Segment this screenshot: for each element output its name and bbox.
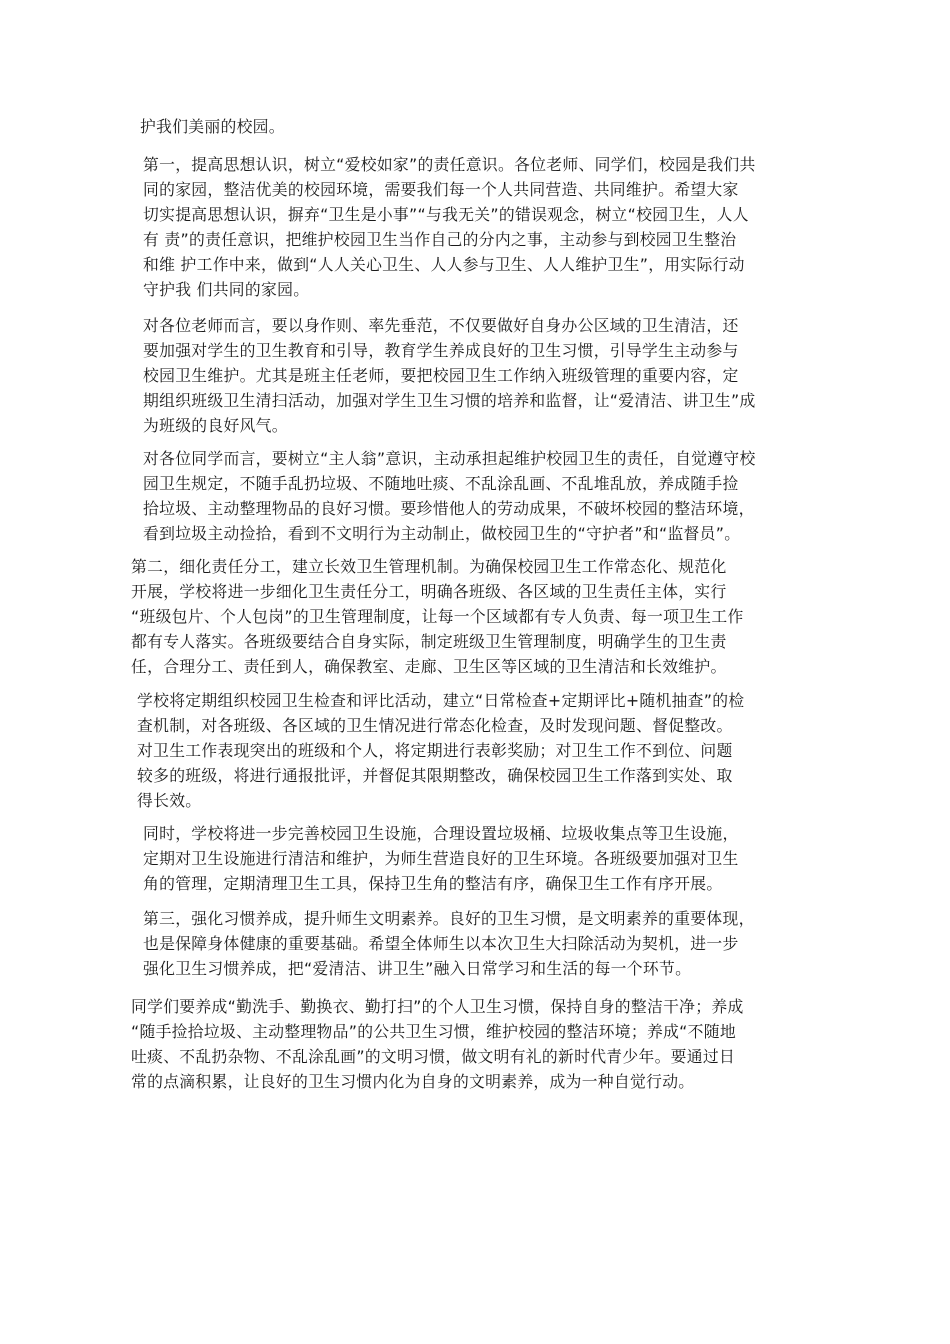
text-line: 第三，强化习惯养成，提升师生文明素养。良好的卫生习惯，是文明素养的重要体现，: [143, 909, 755, 928]
text-line: 同的家园，整洁优美的校园环境，需要我们每一个人共同营造、共同维护。希望大家: [143, 180, 739, 199]
text-line: 开展，学校将进一步细化卫生责任分工，明确各班级、各区域的卫生责任主体，实行: [131, 582, 727, 601]
text-line: 为班级的良好风气。: [143, 416, 288, 435]
text-line: 都有专人落实。各班级要结合自身实际，制定班级卫生管理制度，明确学生的卫生责: [131, 632, 727, 651]
paragraph: [143, 906, 755, 981]
paragraph: [143, 821, 739, 896]
paragraph: [143, 446, 756, 546]
text-line: 强化卫生习惯养成，把“爱清洁、讲卫生”融入日常学习和生活的每一个环节。: [143, 959, 692, 978]
text-line: 角的管理，定期清理卫生工具，保持卫生角的整洁有序，确保卫生工作有序开展。: [143, 874, 723, 893]
text-line: 同学们要养成“勤洗手、勤换衣、勤打扫”的个人卫生习惯，保持自身的整洁干净；养成: [131, 997, 744, 1016]
text-line: 定期对卫生设施进行清洁和维护，为师生营造良好的卫生环境。各班级要加强对卫生: [143, 849, 739, 868]
text-line: “随手捡拾垃圾、主动整理物品”的公共卫生习惯，维护校园的整洁环境；养成“不随地: [131, 1022, 736, 1041]
text-line: 切实提高思想认识，摒弃“卫生是小事”“与我无关”的错误观念，树立“校园卫生，人人: [143, 205, 749, 224]
text-line: 也是保障身体健康的重要基础。希望全体师生以本次卫生大扫除活动为契机，进一步: [143, 934, 739, 953]
text-line: 常的点滴积累，让良好的卫生习惯内化为自身的文明素养，成为一种自觉行动。: [131, 1072, 695, 1091]
text-line: 期组织班级卫生清扫活动，加强对学生卫生习惯的培养和监督，让“爱清洁、讲卫生”成: [143, 391, 756, 410]
text-line: 护我们美丽的校园。: [140, 117, 285, 136]
text-line: 对卫生工作表现突出的班级和个人，将定期进行表彰奖励；对卫生工作不到位、问题: [137, 741, 733, 760]
paragraph: [131, 554, 744, 679]
paragraph: [137, 688, 744, 813]
text-line: 对各位同学而言，要树立“主人翁”意识，主动承担起维护校园卫生的责任，自觉遵守校: [143, 449, 756, 468]
text-line: 要加强对学生的卫生教育和引导，教育学生养成良好的卫生习惯，引导学生主动参与: [143, 341, 739, 360]
text-line: 学校将定期组织校园卫生检查和评比活动，建立“日常检查+定期评比+随机抽查”的检: [137, 691, 745, 710]
text-line: 园卫生规定，不随手乱扔垃圾、不随地吐痰、不乱涂乱画、不乱堆乱放，养成随手捡: [143, 474, 739, 493]
text-line: 和维 护工作中来，做到“人人关心卫生、人人参与卫生、人人维护卫生”，用实际行动: [143, 255, 745, 274]
text-line: 第二，细化责任分工，建立长效卫生管理机制。为确保校园卫生工作常态化、规范化: [131, 557, 727, 576]
text-line: 第一，提高思想认识，树立“爱校如家”的责任意识。各位老师、同学们，校园是我们共: [143, 155, 756, 174]
paragraph: [143, 313, 756, 438]
text-line: 守护我 们共同的家园。: [143, 280, 310, 299]
paragraph: [131, 994, 744, 1094]
text-line: 查机制，对各班级、各区域的卫生情况进行常态化检查，及时发现问题、督促整改。: [137, 716, 733, 735]
text-line: 吐痰、不乱扔杂物、不乱涂乱画”的文明习惯，做文明有礼的新时代青少年。要通过日: [131, 1047, 736, 1066]
text-line: 校园卫生维护。尤其是班主任老师，要把校园卫生工作纳入班级管理的重要内容，定: [143, 366, 739, 385]
text-line: 同时，学校将进一步完善校园卫生设施，合理设置垃圾桶、垃圾收集点等卫生设施，: [143, 824, 739, 843]
text-line: 拾垃圾、主动整理物品的良好习惯。要珍惜他人的劳动成果，不破坏校园的整洁环境，: [143, 499, 755, 518]
text-line: “班级包片、个人包岗”的卫生管理制度，让每一个区域都有专人负责、每一项卫生工作: [131, 607, 744, 626]
paragraph: [140, 114, 285, 139]
text-line: 有 责”的责任意识，把维护校园卫生当作自己的分内之事，主动参与到校园卫生整治: [143, 230, 737, 249]
text-line: 得长效。: [137, 791, 202, 810]
text-line: 任，合理分工、责任到人，确保教室、走廊、卫生区等区域的卫生清洁和长效维护。: [131, 657, 727, 676]
text-line: 看到垃圾主动捡拾，看到不文明行为主动制止，做校园卫生的“守护者”和“监督员”。: [143, 524, 741, 543]
paragraph: [143, 152, 756, 302]
text-line: 较多的班级，将进行通报批评，并督促其限期整改，确保校园卫生工作落到实处、取: [137, 766, 733, 785]
text-line: 对各位老师而言，要以身作则、率先垂范，不仅要做好自身办公区域的卫生清洁，还: [143, 316, 739, 335]
